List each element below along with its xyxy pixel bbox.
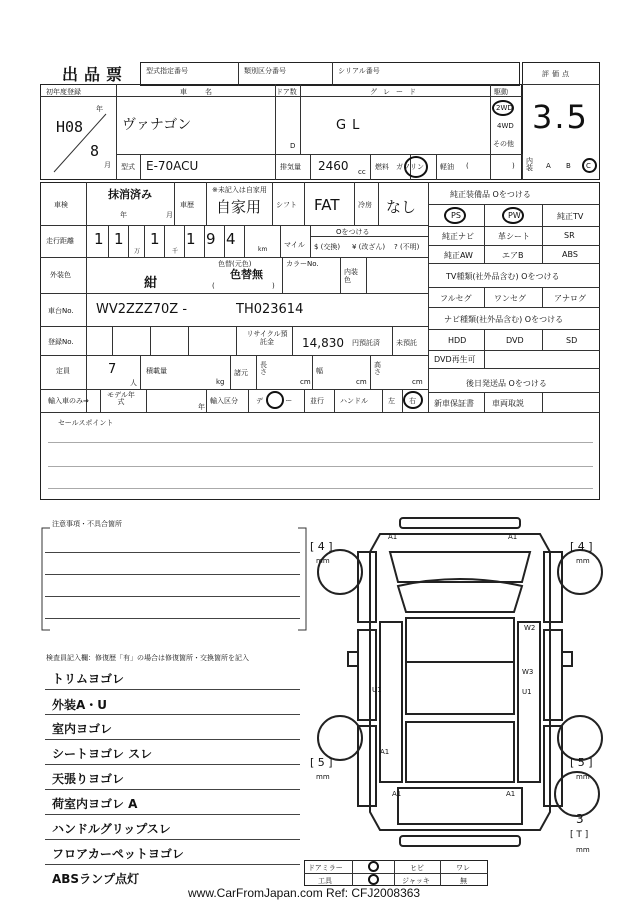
tv-oneseg: ワンセグ: [494, 294, 526, 303]
spare-label-text: T: [576, 830, 582, 840]
repaint-paren-open: (: [212, 282, 215, 290]
import-label: 輸入車のみ⇒: [48, 397, 89, 405]
handle-right: 右: [409, 397, 416, 405]
mileage-man: 万: [134, 248, 141, 255]
car-damage-diagram: [300, 512, 610, 862]
mile-option-exchange: $ (交換): [314, 243, 341, 251]
mileage-digits: [90, 228, 276, 256]
mile-option-unknown: ? (不明): [394, 243, 420, 251]
tread-rl-value: 5: [317, 756, 325, 769]
inspection-label: 車検: [54, 201, 68, 209]
import-dealer-circle: [266, 391, 284, 409]
dvd-playback: DVD再生可: [434, 355, 476, 364]
inspector-label: 検査員記入欄：修復歴「有」の場合は修復箇所・交換箇所を記入: [46, 654, 249, 662]
mileage-digit: 9: [206, 230, 216, 248]
load-unit: kg: [216, 378, 225, 386]
note-item: 天張りヨゴレ: [52, 772, 125, 786]
rating-label: 評価点: [542, 70, 572, 78]
recycle-unpaid: 未預託: [396, 339, 417, 347]
tread-fl-mm: mm: [316, 557, 330, 565]
int-color-label: 内装色: [344, 268, 358, 284]
import-type-label: 輸入区分: [210, 397, 238, 405]
repaint-paren-close: ): [272, 282, 275, 290]
inspection-month: 月: [166, 211, 173, 219]
chassis-no2: TH023614: [236, 302, 304, 317]
repaint-value: 色替無: [230, 268, 263, 281]
capacity-value: 7: [108, 362, 117, 377]
first-reg-slash: [50, 110, 110, 176]
mileage-digit: 1: [94, 230, 104, 248]
mark-right-door: W2: [524, 624, 536, 632]
tread-fr-mm: mm: [576, 557, 590, 565]
width-unit: cm: [356, 378, 367, 386]
equip-airbag: エアB: [502, 251, 524, 260]
shift-label: シフト: [276, 201, 297, 209]
mile-option-tamper: ¥ (改ざん): [352, 243, 386, 251]
header-id-box: [140, 62, 520, 86]
recycle-unit: 円預託済: [352, 339, 380, 347]
table-door-mirror: ドアミラー: [308, 864, 343, 872]
tread-fl: [ 4 ]: [310, 540, 333, 553]
navi-title: ナビ種類(社外品含む) Oをつける: [444, 315, 564, 324]
fuel-value: ガソリン: [396, 163, 424, 171]
mark-rear-left: A1: [392, 790, 402, 798]
tread-spare-value: 3: [576, 812, 584, 826]
handle-label: ハンドル: [340, 397, 368, 405]
sales-point-label: セールスポイント: [58, 419, 114, 427]
tread-rr-mm: mm: [576, 773, 590, 781]
interior-label: 内装: [526, 157, 533, 172]
height-label: 高さ: [374, 361, 381, 376]
doors-label: ドア数: [276, 88, 297, 96]
sheet-title: 出品票: [62, 65, 129, 84]
equip-sr: SR: [564, 231, 575, 240]
equip-genuine-aw: 純正AW: [444, 251, 473, 260]
ext-color-value: 紺: [144, 276, 158, 291]
table-none: 無: [460, 877, 467, 885]
pw-circle: [502, 207, 524, 224]
note-item: 外装A・U: [52, 698, 108, 712]
grade-value: GL: [336, 118, 366, 133]
tv-analog: アナログ: [554, 294, 586, 303]
defects-label: 注意事項・不具合箇所: [52, 520, 122, 528]
tread-rr: [ 5 ]: [570, 756, 593, 769]
mark-right-rear: W3: [522, 668, 534, 676]
interior-c-circle: [582, 158, 597, 173]
ac-label: 冷房: [358, 201, 372, 209]
tv-fullseg: フルセグ: [440, 294, 472, 303]
mileage-km: km: [258, 246, 268, 253]
mark-front-left: A1: [388, 533, 398, 541]
mark-right-lower: U1: [522, 688, 532, 696]
chassis-label: 車台No.: [48, 307, 74, 315]
equip-pw: PW: [508, 211, 521, 220]
equip-ps: PS: [451, 211, 461, 220]
length-label: 長さ: [260, 361, 267, 376]
first-reg-label: 初年度登録: [46, 88, 81, 96]
year-label: 年: [96, 105, 103, 113]
tread-rl-mm: mm: [316, 773, 330, 781]
mileage-digit: 1: [150, 230, 160, 248]
drive-label: 駆動: [494, 88, 508, 96]
mile-label: マイル: [284, 241, 305, 249]
note-item: フロアカーペットヨゴレ: [52, 847, 184, 861]
recycle-label: リサイクル預託金: [246, 330, 288, 346]
equip-leather-seat: 革シート: [498, 232, 530, 241]
handle-right-circle: [403, 391, 423, 409]
light-oil-paren: (: [466, 162, 469, 170]
navi-hdd: HDD: [448, 336, 467, 345]
model-value: E-70ACU: [146, 159, 199, 173]
equip-genuine-navi: 純正ナビ: [442, 232, 474, 241]
circle-note: Oをつける: [336, 228, 370, 236]
width-label: 幅: [316, 367, 323, 375]
displacement-label: 排気量: [280, 163, 301, 171]
interior-option-b: B: [566, 162, 571, 170]
table-jack: ジャッキ: [402, 877, 430, 885]
inspection-year: 年: [120, 211, 127, 219]
doors-suffix: D: [290, 142, 296, 150]
note-item: シートヨゴレ スレ: [52, 747, 153, 761]
capacity-label: 定員: [56, 367, 70, 375]
serial-label: シリアル番号: [338, 67, 380, 75]
model-cert-label: 型式指定番号: [146, 67, 188, 75]
capacity-unit: 人: [130, 379, 137, 387]
mark-front-right: A1: [508, 533, 518, 541]
door-mirror-circle: [368, 861, 379, 872]
tread-rl: [ 5 ]: [310, 756, 333, 769]
grade-label: グレード: [370, 88, 422, 96]
model-year-label: モデル年式: [107, 391, 135, 406]
tread-spare-mm: mm: [576, 846, 590, 854]
tread-fl-value: 4: [317, 540, 325, 553]
navi-sd: SD: [566, 336, 578, 345]
month-label: 月: [104, 161, 111, 169]
footer-watermark: www.CarFromJapan.com Ref: CFJ2008363: [188, 886, 421, 900]
light-oil-label: 軽油: [440, 163, 454, 171]
note-item: 室内ヨゴレ: [52, 722, 113, 736]
height-unit: cm: [412, 378, 423, 386]
tread-rr-value: 5: [577, 756, 585, 769]
mark-rear-right: A1: [506, 790, 516, 798]
drive-option-2wd: 2WD: [496, 104, 513, 112]
displacement-value: 2460: [318, 159, 349, 173]
mileage-label: 走行距離: [46, 237, 74, 245]
equip-genuine-tv: 純正TV: [557, 212, 584, 221]
mark-left-rear: U1: [372, 686, 382, 694]
handle-left: 左: [388, 397, 395, 405]
light-oil-paren-close: ): [512, 162, 515, 170]
model-label: 型式: [121, 163, 135, 171]
displacement-unit: cc: [358, 168, 366, 176]
note-item: ハンドルグリップスレ: [52, 822, 171, 836]
mileage-digit: 4: [226, 230, 236, 248]
first-reg-year: H08: [56, 118, 84, 136]
category-label: 類別区分番号: [244, 67, 286, 75]
chassis-no: WV2ZZZ70Z -: [96, 302, 188, 317]
table-tools: 工具: [318, 877, 332, 885]
tv-title: TV種類(社外品含む) Oをつける: [446, 272, 560, 281]
import-type-value: デ ー: [256, 397, 303, 405]
table-broken: ワレ: [456, 864, 470, 872]
table-crack: ヒビ: [410, 864, 424, 872]
mileage-sen: 千: [172, 248, 179, 255]
fuel-label: 燃料: [375, 163, 389, 171]
later-title: 後日発送品 Oをつける: [466, 379, 547, 388]
mark-left-quarter: A1: [380, 748, 390, 756]
first-reg-month: 8: [90, 142, 100, 160]
drive-2wd-circle: [492, 100, 514, 116]
repaint-label: 色替(元色): [218, 260, 252, 268]
spare-label: [ T ]: [570, 830, 589, 840]
drive-option-4wd: 4WD: [497, 122, 514, 130]
drive-option-other: その他: [493, 140, 514, 148]
later-warranty: 新車保証書: [434, 399, 474, 408]
genuine-title: 純正装備品 Oをつける: [450, 190, 531, 199]
inspection-value: 抹消済み: [108, 188, 152, 201]
car-name-label: 車名: [180, 88, 230, 96]
note-item: ABSランプ点灯: [52, 872, 140, 886]
ext-color-label: 外装色: [50, 271, 71, 279]
parallel-label: 並行: [310, 397, 324, 405]
history-value: 自家用: [216, 198, 262, 216]
model-year-unit: 年: [198, 403, 205, 411]
later-manual: 車両取説: [492, 399, 524, 408]
tools-circle: [368, 874, 379, 885]
tread-fr: [ 4 ]: [570, 540, 593, 553]
dims-label: 諸元: [234, 369, 248, 377]
shift-value: FAT: [314, 196, 340, 214]
note-item: トリムヨゴレ: [52, 672, 125, 686]
note-item: 荷室内ヨゴレ A: [52, 797, 138, 811]
reg-no-label: 登録No.: [48, 338, 74, 346]
interior-option-c: C: [586, 162, 591, 170]
equip-abs: ABS: [562, 250, 578, 259]
navi-dvd: DVD: [506, 336, 524, 345]
interior-option-a: A: [546, 162, 551, 170]
mileage-digit: 1: [114, 230, 124, 248]
load-label: 積載量: [146, 367, 167, 375]
fuel-gasoline-circle: [404, 156, 428, 178]
ac-value: なし: [386, 198, 417, 216]
length-unit: cm: [300, 378, 311, 386]
history-label: 車歴: [180, 201, 194, 209]
rating-value: 3.5: [532, 98, 589, 136]
ps-circle: [444, 207, 466, 224]
history-note: ※未記入は自家用: [212, 186, 267, 194]
mileage-digit: 1: [186, 230, 196, 248]
color-no-label: カラーNo.: [286, 260, 319, 268]
tread-fr-value: 4: [577, 540, 585, 553]
car-name: ヴァナゴン: [122, 117, 192, 133]
recycle-amount: 14,830: [302, 336, 344, 350]
